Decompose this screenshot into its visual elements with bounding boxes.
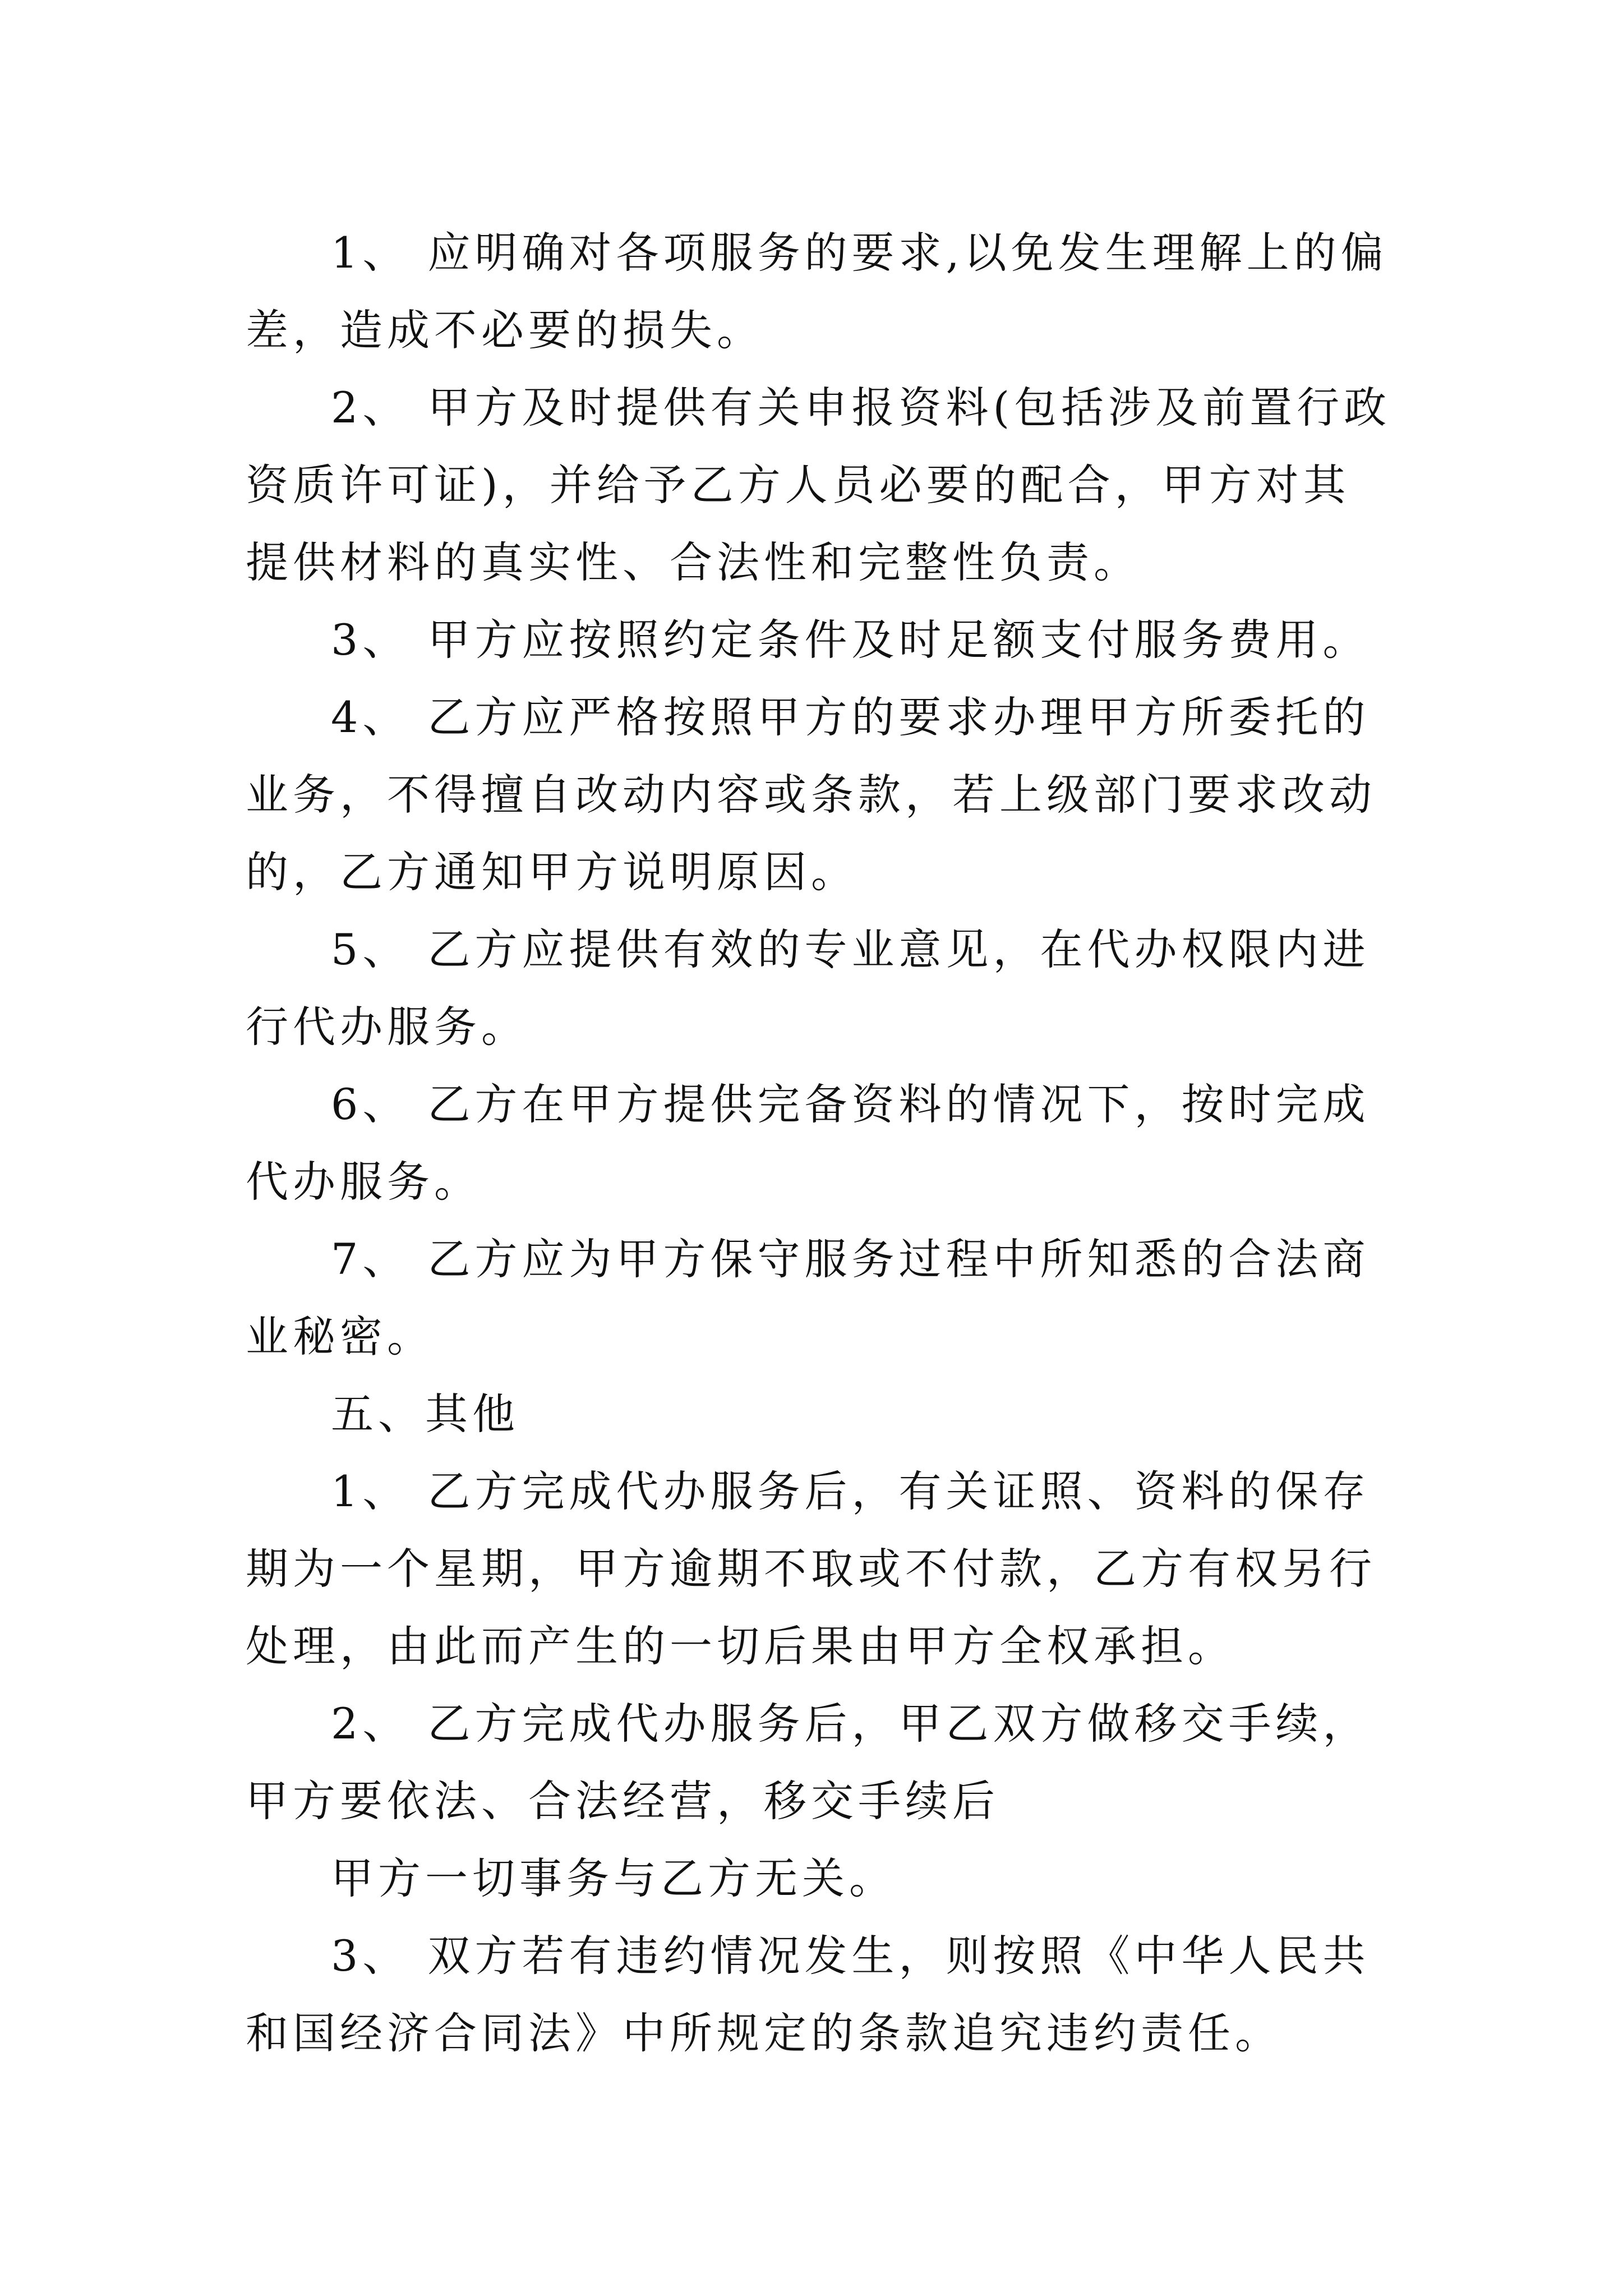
paragraph-1: 1、 应明确对各项服务的要求,以免发生理解上的偏差，造成不必要的损失。: [246, 228, 1388, 355]
section-heading-other: 五、其他: [331, 1389, 519, 1439]
paragraph-3: 3、 甲方应按照约定条件及时足额支付服务费用。: [331, 615, 1370, 665]
paragraph-5: 5、 乙方应提供有效的专业意见，在代办权限内进行代办服务。: [246, 924, 1370, 1052]
paragraph-8: 1、 乙方完成代办服务后，有关证照、资料的保存期为一个星期，甲方逾期不取或不付款，乙方有权另行处理，由此而产生的一切后果由甲方全权承担。: [246, 1466, 1376, 1671]
paragraph-7: 7、 乙方应为甲方保守服务过程中所知悉的合法商业秘密。: [246, 1234, 1370, 1361]
paragraph-10: 甲方一切事务与乙方无关。: [331, 1853, 896, 1903]
document-body: [246, 214, 1395, 2072]
paragraph-2: 2、 甲方及时提供有关申报资料(包括涉及前置行政资质许可证)，并给予乙方人员必要的配合，甲方对其提供材料的真实性、合法性和完整性负责。: [246, 383, 1391, 587]
paragraph-4: 4、 乙方应严格按照甲方的要求办理甲方所委托的业务，不得擅自改动内容或条款，若上级部门要求改动的，乙方通知甲方说明原因。: [246, 692, 1376, 897]
paragraph-9: 2、 乙方完成代办服务后，甲乙双方做移交手续，甲方要依法、合法经营，移交手续后: [246, 1699, 1370, 1826]
paragraph-6: 6、 乙方在甲方提供完备资料的情况下，按时完成代办服务。: [246, 1079, 1370, 1207]
paragraph-11: 3、 双方若有违约情况发生，则按照《中华人民共和国经济合同法》中所规定的条款追究违约责任。: [246, 1931, 1370, 2058]
